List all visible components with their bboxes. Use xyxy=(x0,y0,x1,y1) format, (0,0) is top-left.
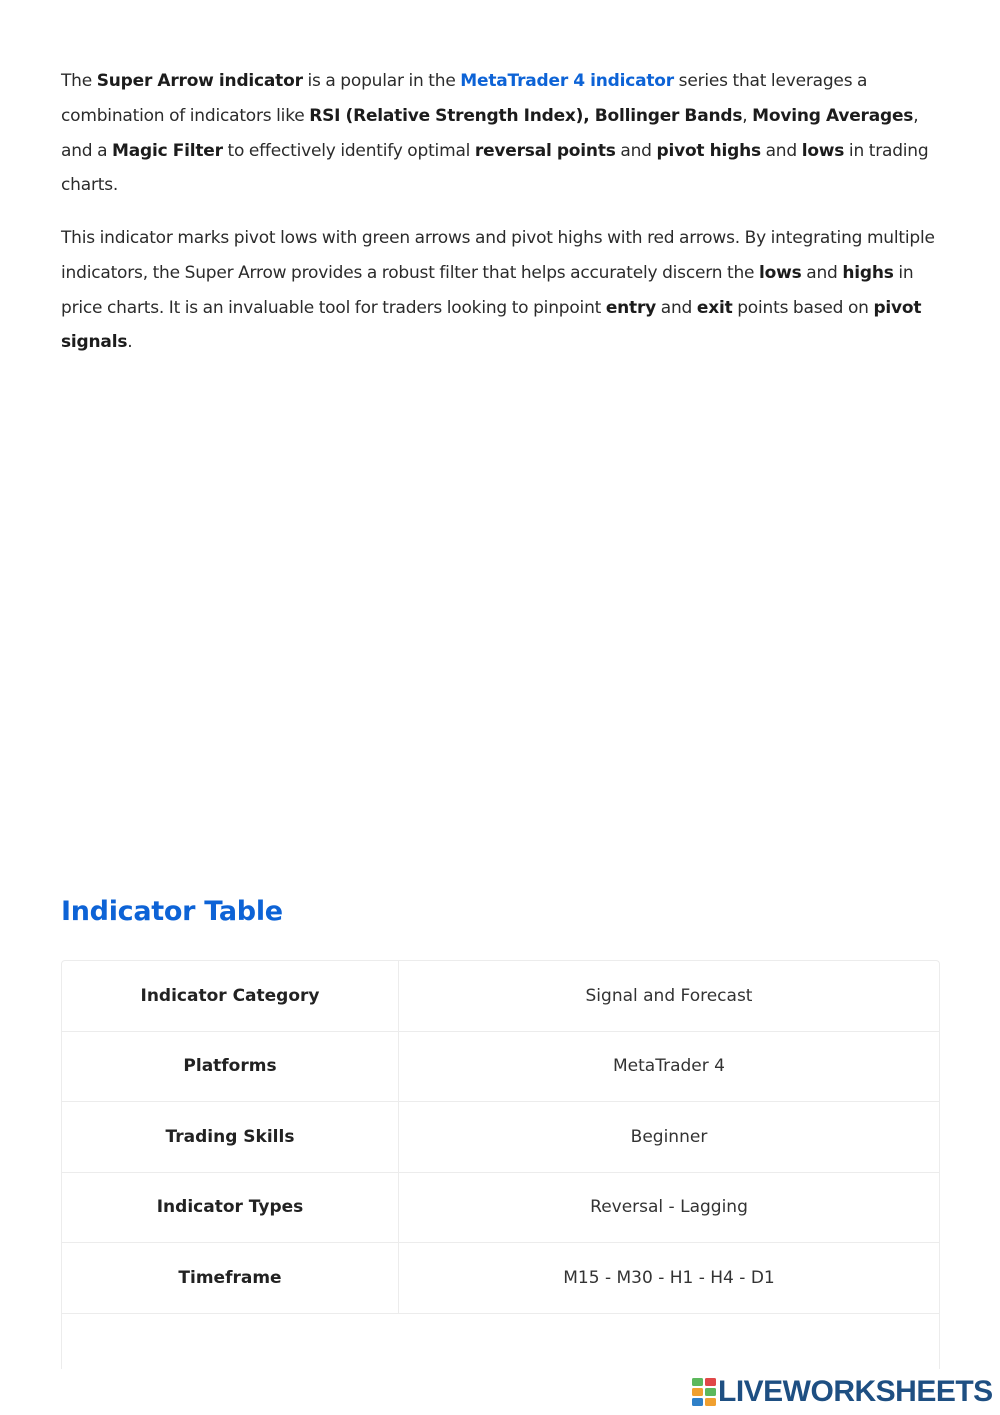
text: , xyxy=(742,105,753,126)
row-value: Beginner xyxy=(630,1127,708,1147)
row-value: Reversal - Lagging xyxy=(590,1197,748,1217)
row-label: Indicator Types xyxy=(62,1172,399,1242)
bold-term: reversal points xyxy=(474,140,616,161)
text: to effectively identify optimal xyxy=(222,140,475,161)
text: is a popular in the xyxy=(302,71,461,91)
bold-term: Magic Filter xyxy=(112,140,223,161)
section-title: Indicator Table xyxy=(61,896,283,927)
bold-term: pivot highs xyxy=(656,140,761,161)
table-row xyxy=(62,1172,939,1243)
table-row xyxy=(62,961,939,1032)
bold-term: lows xyxy=(759,262,802,283)
text: and xyxy=(801,262,843,283)
text: and xyxy=(615,140,657,161)
text: , and a xyxy=(61,105,919,161)
row-label: Indicator Category xyxy=(62,961,399,1031)
bold-term: pivot signals xyxy=(61,297,922,353)
text: The xyxy=(61,71,97,91)
description-paragraph xyxy=(61,221,941,360)
liveworksheets-logo-icon xyxy=(692,1378,716,1406)
bold-term: RSI (Relative Strength Index), Bollinger Bands xyxy=(309,105,743,126)
bold-term: entry xyxy=(605,297,657,318)
bold-term: Moving Averages xyxy=(752,105,914,126)
bold-term: exit xyxy=(696,297,733,318)
metatrader-indicator-link[interactable]: MetaTrader 4 indicator xyxy=(460,71,674,91)
text: . xyxy=(127,332,133,353)
text: in trading charts. xyxy=(61,140,929,196)
text: points based on xyxy=(732,297,874,318)
row-value: Signal and Forecast xyxy=(585,986,753,1006)
row-label: Trading Skills xyxy=(62,1102,399,1172)
row-value: M15 - M30 - H1 - H4 - D1 xyxy=(563,1268,775,1288)
brand-text: LIVEWORKSHEETS xyxy=(718,1375,993,1408)
liveworksheets-brand xyxy=(692,1374,993,1410)
text: and xyxy=(760,140,802,161)
bold-term: Super Arrow indicator xyxy=(96,71,303,91)
bold-term: lows xyxy=(801,140,845,161)
bold-term: highs xyxy=(842,262,894,283)
intro-paragraph xyxy=(61,64,941,203)
text: and xyxy=(656,297,697,318)
row-label: Timeframe xyxy=(62,1243,399,1313)
row-label: Platforms xyxy=(62,1031,399,1101)
table-row xyxy=(62,1102,939,1173)
text: in price charts. It is an invaluable tool for traders looking to pinpoint xyxy=(61,262,914,318)
row-value: MetaTrader 4 xyxy=(613,1056,725,1076)
text: series that leverages a combination of indicators like xyxy=(61,71,868,126)
table-row xyxy=(62,1243,939,1314)
text: This indicator marks pivot lows with green arrows and pivot highs with red arrows. By integrating multiple indicators, the Super Arrow provides a robust filter that helps accurately discern the xyxy=(61,228,935,283)
indicator-table xyxy=(61,960,940,1369)
table-row xyxy=(62,1031,939,1102)
